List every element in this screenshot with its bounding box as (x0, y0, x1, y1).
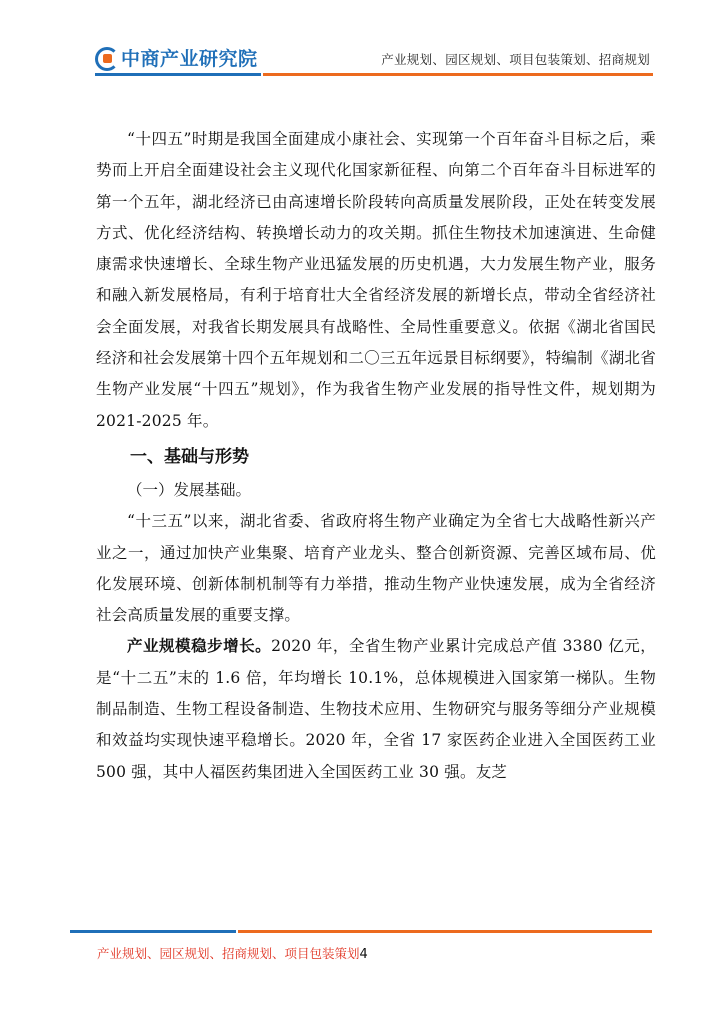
page-footer (97, 944, 368, 962)
footer-divider-orange (238, 930, 652, 933)
intro-paragraph: “十四五”时期是我国全面建成小康社会、实现第一个百年奋斗目标之后，乘势而上开启全面建设社会主义现代化国家新征程、向第二个百年奋斗目标进军的第一个五年，湖北经济已由高速增长阶段转向高质量发展阶段，正处在转变发展方式、优化经济结构、转换增长动力的攻关期。抓住生物技术加速演进、生命健康需求快速增长、全球生物产业迅猛发展的历史机遇，大力发展生物产业，服务和融入新发展格局，有利于培育壮大全省经济发展的新增长点，带动全省经济社会全面发展，对我省长期发展具有战略性、全局性重要意义。依据《湖北省国民经济和社会发展第十四个五年规划和二〇三五年远景目标纲要》，特编制《湖北省生物产业发展“十四五”规划》，作为我省生物产业发展的指导性文件，规划期为 2021-2025 年。 (96, 130, 656, 430)
logo-icon (95, 47, 117, 69)
company-logo (95, 44, 258, 71)
page-header (0, 0, 724, 80)
footer-divider-blue (70, 930, 236, 933)
logo-text: 中商产业研究院 (121, 48, 258, 70)
paragraph-3-lead: 产业规模稳步增长。 (127, 637, 272, 656)
paragraph-2: “十三五”以来，湖北省委、省政府将生物产业确定为全省七大战略性新兴产业之一，通过加快产业集聚、培育产业龙头、整合创新资源、完善区域布局、优化发展环境、创新体制机制等有力举措，推动生物产业快速发展，成为全省经济社会高质量发展的重要支撑。 (96, 512, 656, 625)
subsection-heading: （一）发展基础。 (127, 480, 252, 499)
header-tagline: 产业规划、园区规划、项目包装策划、招商规划 (381, 52, 650, 67)
document-body (96, 124, 656, 788)
paragraph-3-text: 2020 年，全省生物产业累计完成总产值 3380 亿元，是“十二五”末的 1.6 倍，年均增长 10.1%，总体规模进入国家第一梯队。生物制品制造、生物工程设备制造、生物技术应用、生物研究与服务等细分产业规模和效益均实现快速平稳增长。2020 年，全省 17 家医药企业进入全国医药工业 500 强，其中人福医药集团进入全国医药工业 30 强。友芝 (96, 637, 656, 781)
page-number: 4 (359, 947, 368, 962)
section-heading: 一、基础与形势 (130, 446, 249, 467)
footer-text: 产业规划、园区规划、招商规划、项目包装策划 (97, 946, 360, 961)
header-divider-blue (95, 73, 261, 76)
header-divider-orange (263, 73, 653, 76)
paragraph-3 (96, 631, 656, 787)
